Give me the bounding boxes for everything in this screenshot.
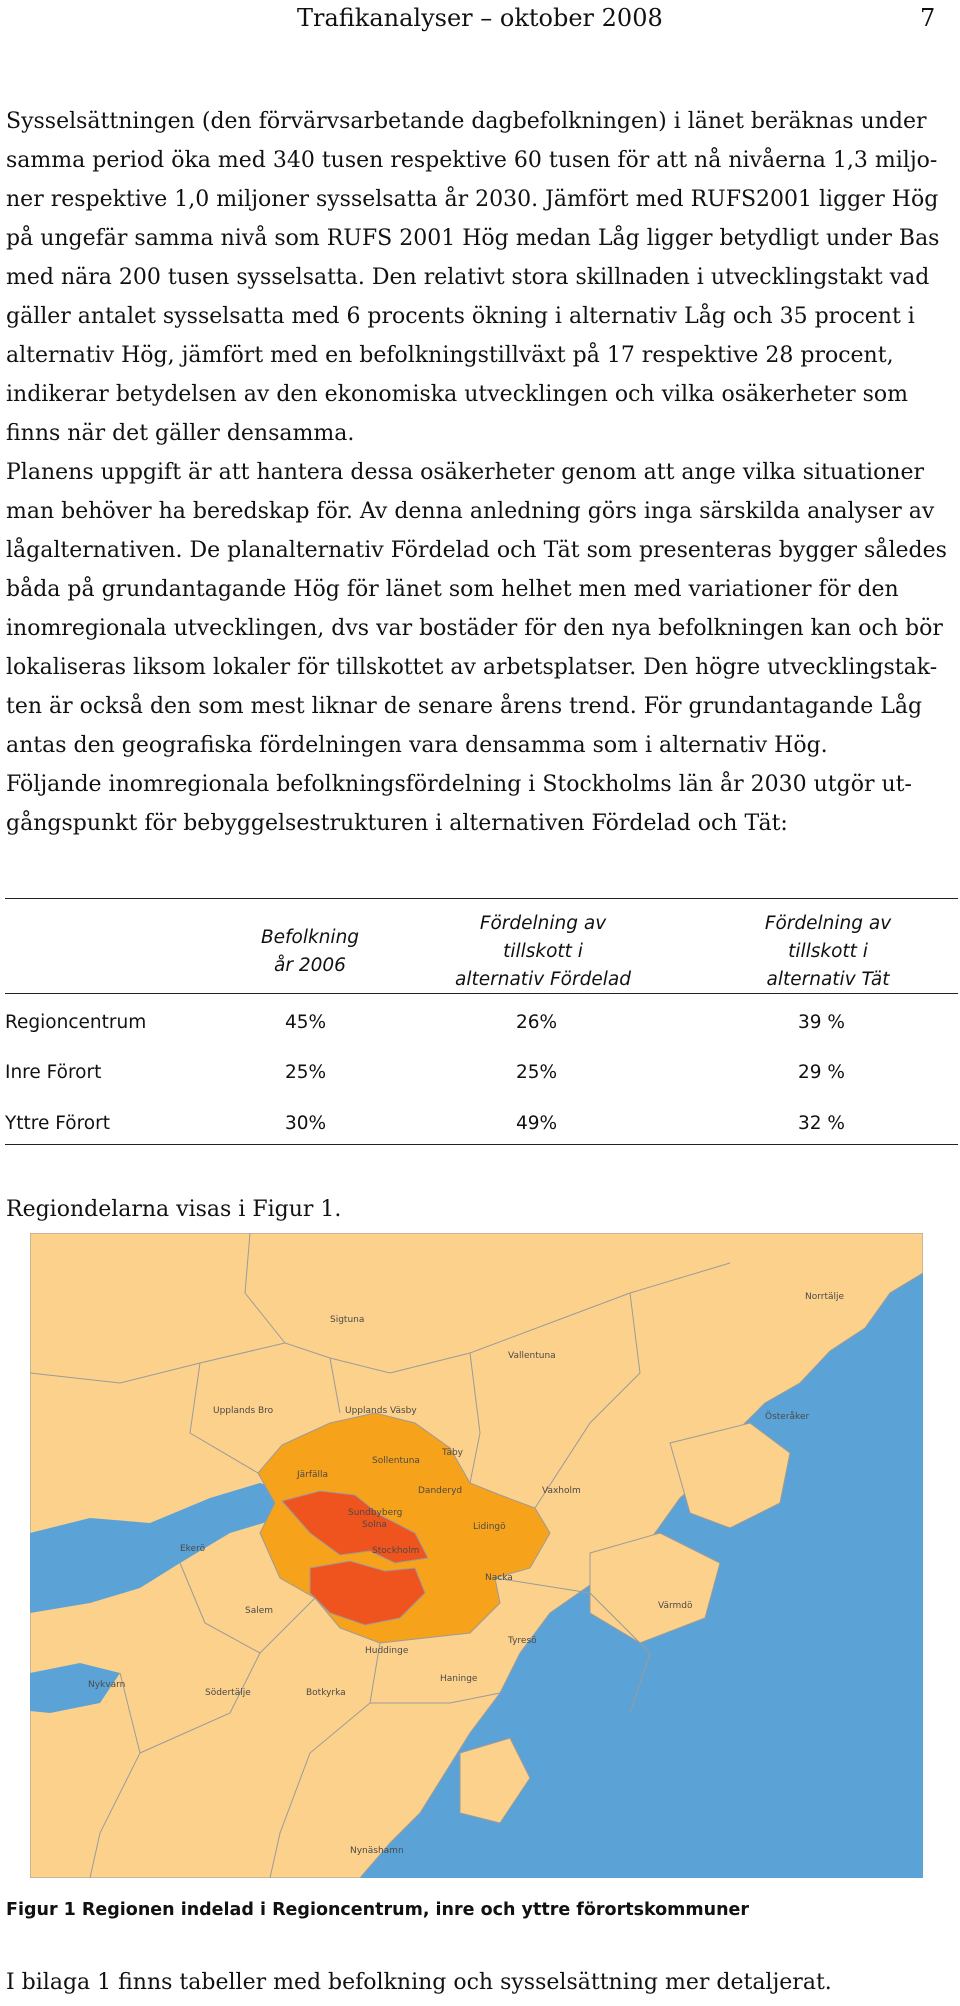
figure-reference-text: Regiondelarna visas i Figur 1. bbox=[6, 1197, 342, 1222]
body-text-block bbox=[6, 102, 947, 843]
appendix-note: I bilaga 1 finns tabeller med befolkning och sysselsättning mer detaljerat. bbox=[6, 1970, 832, 1995]
region-map bbox=[30, 1233, 923, 1878]
text-line: indikerar betydelsen av den ekonomiska utvecklingen och vilka osäkerheter som bbox=[6, 382, 908, 407]
place-label: Upplands Bro bbox=[213, 1406, 274, 1416]
place-label: Huddinge bbox=[365, 1646, 409, 1656]
text-line: ten är också den som mest liknar de senare årens trend. För grundantagande Låg bbox=[6, 694, 923, 719]
place-label: Danderyd bbox=[418, 1486, 463, 1496]
text-line: Sysselsättningen (den förvärvsarbetande dagbefolkningen) i länet beräknas under bbox=[6, 109, 927, 134]
table-header-rule bbox=[5, 993, 958, 994]
place-label: Upplands Väsby bbox=[345, 1406, 417, 1416]
text-line: på ungefär samma nivå som RUFS 2001 Hög medan Låg ligger betydligt under Bas bbox=[6, 226, 940, 251]
column-header-tat: Fördelning av tillskott i alternativ Tät bbox=[764, 913, 892, 990]
place-label: Botkyrka bbox=[306, 1688, 346, 1698]
text-line: lokaliseras liksom lokaler för tillskottet av arbetsplatser. Den högre utvecklingstak- bbox=[6, 655, 938, 680]
place-label: Vaxholm bbox=[542, 1486, 581, 1496]
text-line: antas den geografiska fördelningen vara densamma som i alternativ Hög. bbox=[6, 733, 828, 758]
table-top-rule bbox=[5, 898, 958, 899]
header-title: Trafikanalyser – oktober 2008 bbox=[297, 4, 663, 32]
place-label: Nynäshamn bbox=[350, 1846, 404, 1856]
text-line: ner respektive 1,0 miljoner sysselsatta år 2030. Jämfört med RUFS2001 ligger Hög bbox=[6, 187, 939, 212]
place-label: Vallentuna bbox=[508, 1351, 556, 1361]
place-label: Haninge bbox=[440, 1674, 478, 1684]
page-header bbox=[0, 4, 960, 34]
place-label: Nacka bbox=[485, 1573, 513, 1583]
place-label: Täby bbox=[442, 1448, 464, 1458]
place-label: Tyresö bbox=[508, 1636, 537, 1646]
text-line: med nära 200 tusen sysselsatta. Den relativt stora skillnaden i utvecklingstakt vad bbox=[6, 265, 930, 290]
place-label: Nykvarn bbox=[88, 1680, 126, 1690]
figure-caption: Figur 1 Regionen indelad i Regioncentrum, inre och yttre förortskommuner bbox=[6, 1900, 750, 1920]
place-label: Södertälje bbox=[205, 1688, 251, 1698]
table-bottom-rule bbox=[5, 1144, 958, 1145]
place-label: Sundbyberg bbox=[348, 1508, 403, 1518]
place-label: Ekerö bbox=[180, 1544, 206, 1554]
text-line: samma period öka med 340 tusen respektive 60 tusen för att nå nivåerna 1,3 miljo- bbox=[6, 148, 938, 173]
text-line: Följande inomregionala befolkningsfördelning i Stockholms län år 2030 utgör ut- bbox=[6, 772, 912, 797]
region-map-figure bbox=[30, 1233, 923, 1878]
text-line: lågalternativen. De planalternativ Fördelad och Tät som presenteras bygger således bbox=[6, 538, 947, 563]
text-line: gäller antalet sysselsatta med 6 procents ökning i alternativ Låg och 35 procent i bbox=[6, 304, 915, 329]
place-label: Salem bbox=[245, 1606, 274, 1616]
text-line: inomregionala utvecklingen, dvs var bostäder för den nya befolkningen kan och bör bbox=[6, 616, 943, 641]
place-label: Solna bbox=[362, 1520, 387, 1530]
place-label: Norrtälje bbox=[805, 1292, 845, 1302]
place-label: Järfälla bbox=[297, 1470, 329, 1480]
place-label: Lidingö bbox=[473, 1522, 506, 1532]
text-line: finns när det gäller densamma. bbox=[6, 421, 355, 446]
place-label: Sigtuna bbox=[330, 1315, 365, 1325]
place-label: Österåker bbox=[765, 1412, 810, 1422]
text-line: man behöver ha beredskap för. Av denna anledning görs inga särskilda analyser av bbox=[6, 499, 935, 524]
place-label: Sollentuna bbox=[372, 1456, 420, 1466]
text-line: gångspunkt för bebyggelsestrukturen i alternativen Fördelad och Tät: bbox=[6, 811, 788, 836]
column-header-fordelad: Fördelning av tillskott i alternativ Fördelad bbox=[455, 913, 631, 990]
place-label: Värmdö bbox=[658, 1601, 693, 1611]
text-line: Planens uppgift är att hantera dessa osäkerheter genom att ange vilka situationer bbox=[6, 460, 925, 485]
text-line: båda på grundantagande Hög för länet som helhet men med variationer för den bbox=[6, 577, 899, 602]
page-number: 7 bbox=[920, 4, 936, 32]
text-line: alternativ Hög, jämfört med en befolkningstillväxt på 17 respektive 28 procent, bbox=[6, 343, 894, 368]
column-header-befolkning: Befolkning år 2006 bbox=[260, 927, 360, 976]
place-label: Stockholm bbox=[372, 1546, 420, 1556]
